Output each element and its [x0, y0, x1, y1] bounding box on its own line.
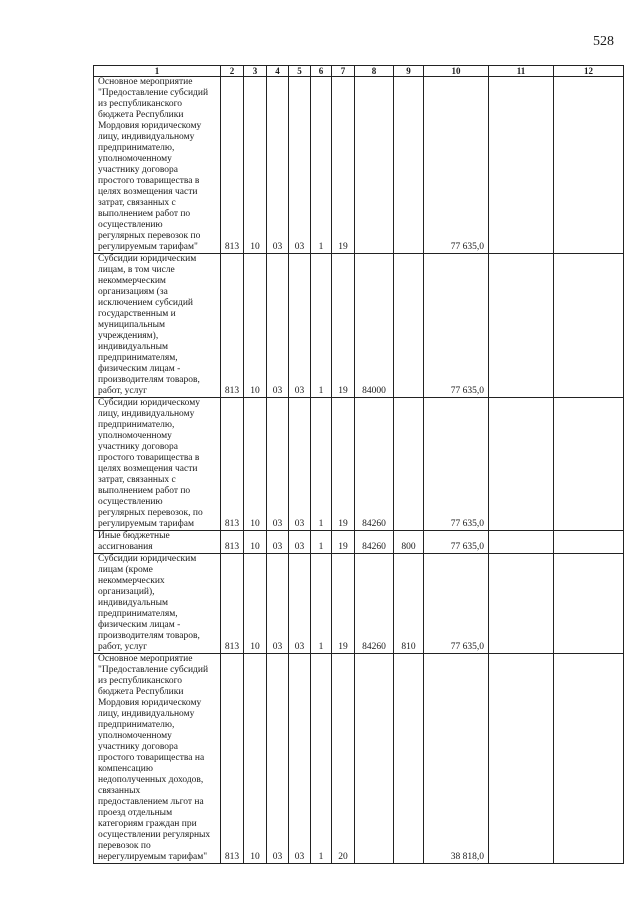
- column-header: 4: [267, 66, 289, 77]
- cell-direction-code: 84260: [355, 398, 394, 531]
- cell-subsection: 03: [267, 398, 289, 531]
- cell-ministry-code: 813: [221, 254, 244, 398]
- cell-amount: 38 818,0: [424, 654, 489, 864]
- table-row: [94, 531, 624, 554]
- cell-expense-type: [394, 254, 424, 398]
- cell-subprogram: 1: [311, 77, 332, 254]
- cell-subsection: 03: [267, 554, 289, 654]
- row-description: Иные бюджетные ассигнования: [94, 531, 221, 554]
- cell-subprogram: 1: [311, 254, 332, 398]
- cell-empty: [554, 398, 624, 531]
- cell-empty: [489, 254, 554, 398]
- cell-direction-code: 84260: [355, 531, 394, 554]
- cell-amount: 77 635,0: [424, 531, 489, 554]
- cell-section: 10: [244, 554, 267, 654]
- row-description: Основное мероприятие "Предоставление субсидий из республиканского бюджета Республики Мордовия юридическому лицу, индивидуальному предпринимателю, уполномоченному участнику договора простого товарищества на компенсацию недополученных доходов, связанных предоставлением льгот на проезд отдельным категориям граждан при осуществлении регулярных перевозок по нерегулируемым тарифам": [94, 654, 221, 864]
- cell-direction-code: 84260: [355, 554, 394, 654]
- cell-activity: 20: [332, 654, 355, 864]
- cell-amount: 77 635,0: [424, 77, 489, 254]
- cell-direction-code: 84000: [355, 254, 394, 398]
- row-description: Субсидии юридическим лицам, в том числе некоммерческим организациям (за исключением субсидий государственным и муниципальным учреждениям), индивидуальным предпринимателям, физическим лицам - производителям товаров, работ, услуг: [94, 254, 221, 398]
- table-row: [94, 254, 624, 398]
- cell-activity: 19: [332, 254, 355, 398]
- cell-empty: [554, 254, 624, 398]
- cell-subsection: 03: [267, 654, 289, 864]
- cell-empty: [489, 77, 554, 254]
- cell-activity: 19: [332, 77, 355, 254]
- cell-direction-code: [355, 654, 394, 864]
- header-row: [94, 66, 624, 77]
- cell-activity: 19: [332, 531, 355, 554]
- row-description: Основное мероприятие "Предоставление субсидий из республиканского бюджета Республики Мордовия юридическому лицу, индивидуальному предпринимателю, уполномоченному участнику договора простого товарищества в целях возмещения части затрат, связанных с выполнением работ по осуществлению регулярных перевозок по регулируемым тарифам": [94, 77, 221, 254]
- table-row: [94, 654, 624, 864]
- cell-empty: [489, 554, 554, 654]
- table-row: [94, 77, 624, 254]
- cell-subprogram: 1: [311, 531, 332, 554]
- cell-direction-code: [355, 77, 394, 254]
- cell-activity: 19: [332, 554, 355, 654]
- cell-section: 10: [244, 531, 267, 554]
- cell-empty: [554, 554, 624, 654]
- column-header: 7: [332, 66, 355, 77]
- table-row: [94, 398, 624, 531]
- page-number: 528: [593, 34, 614, 49]
- column-header: 6: [311, 66, 332, 77]
- cell-empty: [554, 654, 624, 864]
- column-header: 3: [244, 66, 267, 77]
- cell-empty: [489, 398, 554, 531]
- column-header: 12: [554, 66, 624, 77]
- cell-program: 03: [289, 398, 311, 531]
- budget-table: [93, 65, 624, 864]
- column-header: 10: [424, 66, 489, 77]
- cell-section: 10: [244, 654, 267, 864]
- cell-expense-type: [394, 654, 424, 864]
- cell-subsection: 03: [267, 531, 289, 554]
- cell-subsection: 03: [267, 254, 289, 398]
- column-header: 8: [355, 66, 394, 77]
- cell-program: 03: [289, 654, 311, 864]
- cell-section: 10: [244, 398, 267, 531]
- cell-ministry-code: 813: [221, 398, 244, 531]
- cell-expense-type: [394, 398, 424, 531]
- cell-expense-type: [394, 77, 424, 254]
- row-description: Субсидии юридическим лицам (кроме некоммерческих организаций), индивидуальным предпринимателям, физическим лицам - производителям товаров, работ, услуг: [94, 554, 221, 654]
- cell-empty: [554, 531, 624, 554]
- column-header: 5: [289, 66, 311, 77]
- cell-amount: 77 635,0: [424, 254, 489, 398]
- cell-ministry-code: 813: [221, 531, 244, 554]
- cell-subprogram: 1: [311, 398, 332, 531]
- cell-amount: 77 635,0: [424, 398, 489, 531]
- cell-ministry-code: 813: [221, 554, 244, 654]
- column-header: 1: [94, 66, 221, 77]
- column-header: 11: [489, 66, 554, 77]
- cell-subprogram: 1: [311, 554, 332, 654]
- cell-expense-type: 810: [394, 554, 424, 654]
- cell-empty: [489, 531, 554, 554]
- cell-section: 10: [244, 254, 267, 398]
- cell-ministry-code: 813: [221, 654, 244, 864]
- cell-program: 03: [289, 531, 311, 554]
- cell-activity: 19: [332, 398, 355, 531]
- cell-section: 10: [244, 77, 267, 254]
- cell-program: 03: [289, 77, 311, 254]
- cell-empty: [554, 77, 624, 254]
- cell-empty: [489, 654, 554, 864]
- cell-subsection: 03: [267, 77, 289, 254]
- column-header: 9: [394, 66, 424, 77]
- table-row: [94, 554, 624, 654]
- cell-expense-type: 800: [394, 531, 424, 554]
- cell-subprogram: 1: [311, 654, 332, 864]
- row-description: Субсидии юридическому лицу, индивидуальному предпринимателю, уполномоченному участнику договора простого товарищества в целях возмещения части затрат, связанных с выполнением работ по осуществлению регулярных перевозок, по регулируемым тарифам: [94, 398, 221, 531]
- cell-program: 03: [289, 254, 311, 398]
- cell-ministry-code: 813: [221, 77, 244, 254]
- column-header: 2: [221, 66, 244, 77]
- cell-amount: 77 635,0: [424, 554, 489, 654]
- cell-program: 03: [289, 554, 311, 654]
